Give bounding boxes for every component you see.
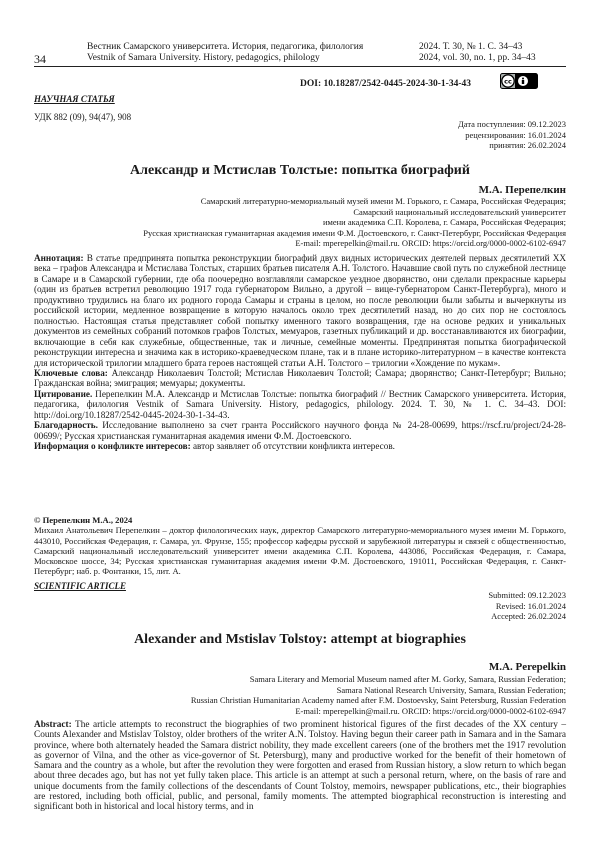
affiliations-en xyxy=(191,674,566,716)
author-bio: Михаил Анатольевич Перепелкин – доктор филологических наук, директор Самарского литературно-мемориального музея имени М. Горького, 443010, Российская Федерация, г. Самара, ул. Фрунзе, 155; профессор кафедры русской и зарубежной литературы и связей с общественностью, Самарский национальный исследовательский университет имени академика С.П. Королева, 443086, Российская Федерация, г. Самара, Московское шоссе, 34; Русская христианская гуманитарная академия имени Ф.М. Достоевского, 191011, Российская Федерация, г. Санкт-Петербург; наб. р. Фонтанки, 15, лит. А. xyxy=(34,525,566,577)
date-submitted-en: Submitted: 09.12.2023 xyxy=(488,590,566,600)
author-name-ru: М.А. Перепелкин xyxy=(478,184,566,196)
keywords-text: Александр Николаевич Толстой; Мстислав Николаевич Толстой; Самара; дворянство; Санкт-Петербург; Вильно; Гражданская война; эмиграция; мемуары; документы. xyxy=(34,367,567,389)
abstract-ru xyxy=(34,253,566,368)
date-accepted-ru: принятия: 26.02.2024 xyxy=(489,140,566,150)
affiliations-ru xyxy=(143,196,566,249)
abstract-text: В статье предпринята попытка реконструкции биографий двух видных исторических деятелей первых десятилетий XX века – графов Александра и Мстислава Толстых, старших братьев писателя А.Н. Толстого. Начавшие свой путь по служебной лестнице в Самаре и в Самарской губернии, где оба поочередно возглавляли самарское уездное дворянство, они сделали прекрасные карьеры (один из братьев встретил революцию 1917 года губернатором Вильно, а другой – вице-губернатором Санкт-Петербурга), много и продуктивно трудились на благо их родного города Самары и страны в целом, но после революции были забыты и вычеркнуты из российской истории, медленное возвращение в которую началось около трех десятилетий назад, но до сих пор не состоялось полностью. Настоящая статья представляет собой попытку именного такого возвращения, где на основе редких и уникальных документов из семейных собраний потомков графов Толстых, мемуаров, газетных публикаций и др. восстанавливаются их биографии, включающие в себя как служебные, общественные, так и личные, семейные моменты. Предпринятая попытка биографической реконструкции интересна и значима как в историко-краеведческом плане, так и в плане историко-литературном – в качестве контекста для исторической трилогии младшего брата героев настоящей статьи А.Н. Толстого – трилогии «Хождение по мукам». xyxy=(34,253,566,368)
thanks-text[interactable]: Исследование выполнено за счет гранта Российского научного фонда № 24-28-00699, https://rscf.ru/project/24-28-00699/; Русская христианская гуманитарная академия имени Ф.М. Достоевского. xyxy=(34,420,566,441)
article-title-en: Alexander and Mstislav Tolstoy: attempt at biographies xyxy=(134,632,466,647)
conflict-text: автор заявляет об отсутствии конфликта интересов. xyxy=(190,441,395,452)
keywords-ru xyxy=(34,368,566,389)
contact-line[interactable]: E-mail: mperepelkin@mail.ru. ORCID: https://orcid.org/0000-0002-6102-6947 xyxy=(295,705,566,716)
conflict-ru xyxy=(34,441,566,451)
date-accepted-en: Accepted: 26.02.2024 xyxy=(491,611,566,621)
abstract-block-ru xyxy=(34,253,566,452)
copyright-block xyxy=(34,515,566,577)
udk-code: УДК 882 (09), 94(47), 908 xyxy=(34,112,132,122)
date-revised-en: Revised: 16.01.2024 xyxy=(495,600,566,611)
affiliation-line: Samara National Research University, Samara, Russian Federation; xyxy=(336,684,566,695)
issue-info xyxy=(419,42,536,64)
affiliation-line: Самарский литературно-мемориальный музей имени М. Горького, г. Самара, Российская Федерация; xyxy=(200,196,566,206)
abstract-text: The article attempts to reconstruct the biographies of two prominent historical figures of the first decades of the XX century – Counts Alexander and Mstislav Tolstoy, older brothers of the writer A.N. Tolstoy. Having begun their career path in Samara and in the Samara province, where both alternately headed the Samara district nobility, they made excellent careers (one of the brothers met the 1917 revolution as governor of Vilna, and the other as vice-governor of St. Petersburg), many and productive worked for the benefit of their hometown of Samara and the country as a whole, but after the revolution they were forgotten and erased from Russian history, a slow return to which began about three decades ago, but has not yet fully taken place. This article is an attempt at such a personal return, where, on the basis of rare and unique documents from the family collections of the descendants of Count Tolstoy, memoirs, newspaper publications, etc., their biographies are restored, including both official, public, and personal, family moments. The attempted biographical reconstruction is interesting and significant both in historical and local history terms, and in xyxy=(34,720,566,813)
dates-ru xyxy=(458,119,566,151)
abstract-label: Аннотация: xyxy=(34,253,84,263)
issue-info-en: 2024, vol. 30, no. 1, pp. 34–43 xyxy=(419,53,536,63)
date-reviewed-ru: рецензирования: 16.01.2024 xyxy=(465,129,566,140)
conflict-label: Информация о конфликте интересов: xyxy=(34,441,191,452)
abstract-block-en xyxy=(34,720,566,813)
copyright-line xyxy=(34,515,566,525)
date-submitted-ru: Дата поступления: 09.12.2023 xyxy=(457,119,566,129)
copyright-text: © Перепелкин М.А., 2024 xyxy=(34,515,133,525)
article-title-ru: Александр и Мстислав Толстые: попытка биографий xyxy=(130,163,470,178)
affiliation-line: Russian Christian Humanitarian Academy named after F.M. Dostoevsky, Saint Petersburg, Russian Federation xyxy=(190,695,566,706)
affiliation-line: Samara Literary and Memorial Museum named after M. Gorky, Samara, Russian Federation; xyxy=(249,674,566,684)
affiliation-line: имени академика С.П. Королева, г. Самара, Российская Федерация; xyxy=(322,217,566,228)
thanks-label: Благодарность. xyxy=(34,420,98,431)
cc-by-icon[interactable] xyxy=(500,73,538,89)
journal-title-ru: Вестник Самарского университета. История, педагогика, филология xyxy=(87,42,364,52)
section-label-en: SCIENTIFIC ARTICLE xyxy=(34,581,126,591)
section-label-ru: НАУЧНАЯ СТАТЬЯ xyxy=(34,94,115,104)
citation-ru xyxy=(34,389,566,420)
thanks-ru xyxy=(34,420,566,441)
doi-link[interactable]: DOI: 10.18287/2542-0445-2024-30-1-34-43 xyxy=(300,79,471,89)
author-name-en: M.A. Perepelkin xyxy=(488,661,566,673)
citation-label: Цитирование. xyxy=(34,388,93,399)
dates-en xyxy=(488,590,566,622)
header-divider xyxy=(34,66,566,67)
abstract-label: Abstract: xyxy=(34,720,72,730)
svg-text:cc: cc xyxy=(504,77,512,86)
affiliation-line: Самарский национальный исследовательский университет xyxy=(353,206,566,217)
affiliation-line: Русская христианская гуманитарная академия имени Ф.М. Достоевского, г. Санкт-Петербург, Российская Федерация xyxy=(143,227,566,238)
journal-title xyxy=(87,42,363,64)
citation-text[interactable]: Перепелкин М.А. Александр и Мстислав Толстые: попытка биографий // Вестник Самарского университета. История, педагогика, филология Vestnik of Samara University. History, pedagogics, philology. 2024. Т. 30, № 1. С. 34–43. DOI: http://doi.org/10.18287/2542-0445-2024-30-1-34-43. xyxy=(34,388,566,420)
issue-info-ru: 2024. Т. 30, № 1. С. 34–43 xyxy=(419,42,523,52)
page-number: 34 xyxy=(34,52,46,66)
keywords-label: Ключевые слова: xyxy=(34,367,108,378)
contact-line[interactable]: E-mail: mperepelkin@mail.ru. ORCID: https://orcid.org/0000-0002-6102-6947 xyxy=(295,238,566,249)
journal-title-en: Vestnik of Samara University. History, pedagogics, philology xyxy=(87,53,320,63)
